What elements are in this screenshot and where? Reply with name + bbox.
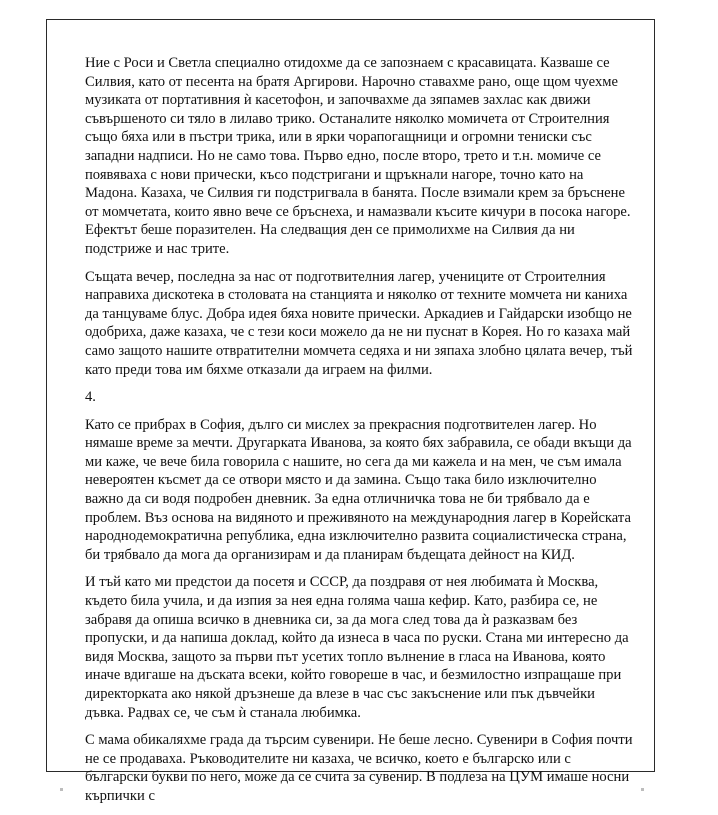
paragraph-5: С мама обикаляхме града да търсим сувенири. Не беше лесно. Сувенири в София почти не се продаваха. Ръководителите ни казаха, че всичко, което е българско или с български букви по него, може да се счита за сувенир. В подлеза на ЦУМ имаше носни кърпички с bbox=[85, 732, 633, 804]
paragraph-3: Като се прибрах в София, дълго си мислех за прекрасния подготвителен лагер. Но нямаше време за мечти. Другарката Иванова, за която бях забравила, се обади вкъщи да ми каже, че вече била говорила с нашите, но сега да ми кажела и на мен, че съм имала невероятен късмет да се отвори място и да замина. Също така било изключително важно да си водя подробен дневник. За една отличничка това не би трябвало да е проблем. Въз основа на видяното и преживяното на международния лагер в Корейската народнодемократична република, една изключително развита социалистическа страна, би трябвало да мога да организирам и да планирам бъдещата дейност на КИД. bbox=[85, 416, 632, 563]
paragraph-1: Ние с Роси и Светла специално отидохме да се запознаем с красавицата. Казваше се Силвия, като от песента на братя Аргирови. Нарочно ставахме рано, още щом чуехме музиката от портативния ѝ касетофон, и започвахме да зяпамев захлас как движи съвършеното си тяло в лилаво трико. Останалите няколко момичета от Строителния също бяха или в пъстри трика, или в ярки чорапогащници и огромни тениски със западни надписи. Но не само това. Първо едно, после второ, трето и т.н. момиче се появяваха с нови прически, късо подстригани и щръкнали нагоре, точно като на Мадона. Казаха, че Силвия ги подстригвала в банята. После взимали крем за бръснене от момчетата, които явно вече се бръснеха, и намазвали късите кичури в посока нагоре. Ефектът беше поразителен. На следващия ден се примолихме на Силвия да ни подстриже и нас трите. bbox=[85, 55, 631, 257]
page-body bbox=[85, 54, 637, 815]
chapter-number: 4. bbox=[85, 389, 96, 406]
paragraph-2: Същата вечер, последна за нас от подготвителния лагер, учениците от Строителния направиха дискотека в столовата на станцията и няколко от техните момчета ни каниха да танцуваме блус. Добра идея бяха новите прически. Аркадиев и Гайдарски изобщо не одобриха, даже казаха, че с тези коси можело да не ни пуснат в Корея. Но го казаха май само защото нашите отвратителни момчета седяха и ни зяпаха злобно цялата вечер, тъй като преди това им бяхме отказали да играем на филми. bbox=[85, 268, 633, 378]
document-page bbox=[46, 19, 655, 804]
crop-mark-left bbox=[60, 788, 63, 791]
crop-mark-right bbox=[641, 788, 644, 791]
paragraph-4: И тъй като ми предстои да посетя и СССР, да поздравя от нея любимата ѝ Москва, където била учила, и да изпия за нея една голяма чаша кефир. Като, разбира се, не забравя да опиша всичко в дневника си, за да мога след това да ѝ разказвам без пропуски, и да напиша доклад, който да изнеса в часа по руски. Стана ми интересно да видя Москва, защото за първи път усетих топло вълнение в гласа на Иванова, която иначе вдигаше на дъската всеки, който говореше в час, и безмилостно изпращаше при директорката ако някой дръзнеше да влезе в час със закъснение или пък дъвчейки дъвка. Радвах се, че съм ѝ станала любимка. bbox=[85, 574, 629, 721]
